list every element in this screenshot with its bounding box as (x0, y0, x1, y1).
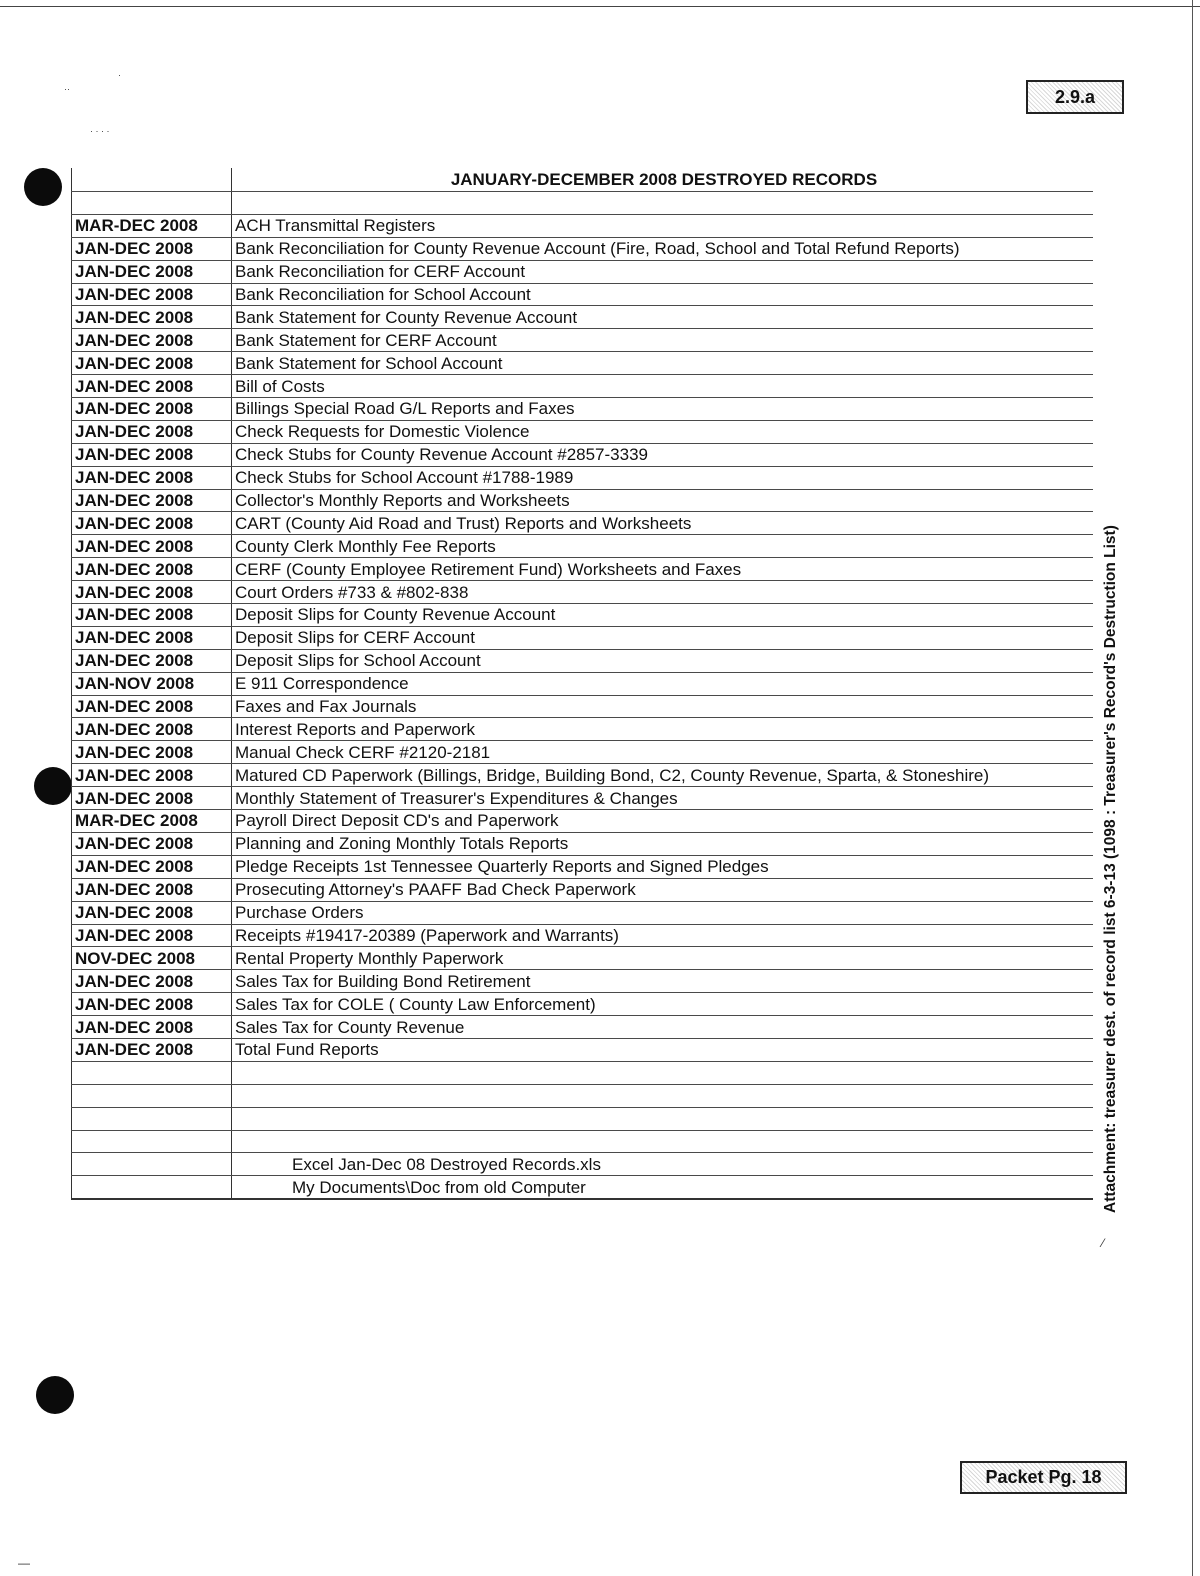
record-period: JAN-DEC 2008 (72, 970, 232, 993)
table-row (72, 626, 1094, 649)
record-description: Payroll Direct Deposit CD's and Paperwork (232, 810, 1094, 833)
punch-hole (36, 1376, 74, 1414)
record-period: JAN-DEC 2008 (72, 512, 232, 535)
blank-row (72, 1130, 1094, 1153)
record-description: Bank Statement for CERF Account (232, 329, 1094, 352)
record-description: My Documents\Doc from old Computer (232, 1176, 1094, 1199)
table-row (72, 970, 1094, 993)
blank-row (72, 1084, 1094, 1107)
record-description: Bank Reconciliation for CERF Account (232, 260, 1094, 283)
table-row (72, 306, 1094, 329)
record-period: JAN-NOV 2008 (72, 672, 232, 695)
table-row (72, 947, 1094, 970)
record-period: JAN-DEC 2008 (72, 878, 232, 901)
record-description: Check Stubs for School Account #1788-1989 (232, 466, 1094, 489)
record-period: JAN-DEC 2008 (72, 604, 232, 627)
table-row (72, 558, 1094, 581)
record-period: JAN-DEC 2008 (72, 443, 232, 466)
table-row (72, 214, 1094, 237)
scan-speck: — (18, 1556, 30, 1570)
table-row (72, 901, 1094, 924)
blank-row (72, 192, 1094, 215)
record-description: Bill of Costs (232, 375, 1094, 398)
record-period: JAN-DEC 2008 (72, 718, 232, 741)
record-period: JAN-DEC 2008 (72, 1016, 232, 1039)
table-title-row (72, 168, 1094, 192)
table-row (72, 604, 1094, 627)
table-row (72, 878, 1094, 901)
table-row (72, 832, 1094, 855)
table-row (72, 649, 1094, 672)
record-description: Manual Check CERF #2120-2181 (232, 741, 1094, 764)
record-description: Receipts #19417-20389 (Paperwork and Warrants) (232, 924, 1094, 947)
agenda-item-tag (1026, 80, 1124, 114)
packet-page-label (960, 1461, 1127, 1494)
record-description: Rental Property Monthly Paperwork (232, 947, 1094, 970)
record-description: Deposit Slips for CERF Account (232, 626, 1094, 649)
record-description: Excel Jan-Dec 08 Destroyed Records.xls (232, 1153, 1094, 1176)
record-description: Total Fund Reports (232, 1038, 1094, 1061)
table-row (72, 489, 1094, 512)
table-row (72, 924, 1094, 947)
record-period: JAN-DEC 2008 (72, 1038, 232, 1061)
record-period: JAN-DEC 2008 (72, 741, 232, 764)
record-period: JAN-DEC 2008 (72, 398, 232, 421)
record-period (72, 1130, 232, 1153)
table-row (72, 398, 1094, 421)
record-period: JAN-DEC 2008 (72, 901, 232, 924)
table-row (72, 581, 1094, 604)
record-period (72, 1107, 232, 1130)
table-row (72, 1038, 1094, 1061)
record-period: JAN-DEC 2008 (72, 283, 232, 306)
record-period: JAN-DEC 2008 (72, 649, 232, 672)
table-row (72, 695, 1094, 718)
table-row (72, 283, 1094, 306)
record-period: JAN-DEC 2008 (72, 237, 232, 260)
table-row (72, 672, 1094, 695)
record-description: Collector's Monthly Reports and Worksheets (232, 489, 1094, 512)
record-period (72, 1084, 232, 1107)
record-period: JAN-DEC 2008 (72, 581, 232, 604)
table-row (72, 420, 1094, 443)
record-period: JAN-DEC 2008 (72, 329, 232, 352)
record-description: Bank Reconciliation for School Account (232, 283, 1094, 306)
record-description: Deposit Slips for School Account (232, 649, 1094, 672)
record-period: JAN-DEC 2008 (72, 993, 232, 1016)
record-description (232, 1061, 1094, 1084)
record-period: JAN-DEC 2008 (72, 306, 232, 329)
table-row (72, 741, 1094, 764)
record-period: JAN-DEC 2008 (72, 260, 232, 283)
table-row (72, 443, 1094, 466)
punch-hole (34, 767, 72, 805)
record-description: Purchase Orders (232, 901, 1094, 924)
packet-page-text: Packet Pg. 18 (985, 1467, 1102, 1487)
record-description: Bank Reconciliation for County Revenue Account (Fire, Road, School and Total Refund Reports) (232, 237, 1094, 260)
record-period: JAN-DEC 2008 (72, 855, 232, 878)
record-period: JAN-DEC 2008 (72, 924, 232, 947)
record-description: Sales Tax for Building Bond Retirement (232, 970, 1094, 993)
record-period: JAN-DEC 2008 (72, 375, 232, 398)
record-description: CART (County Aid Road and Trust) Reports and Worksheets (232, 512, 1094, 535)
record-period: JAN-DEC 2008 (72, 535, 232, 558)
table-row (72, 375, 1094, 398)
record-description: Prosecuting Attorney's PAAFF Bad Check Paperwork (232, 878, 1094, 901)
record-period: JAN-DEC 2008 (72, 695, 232, 718)
table-row (72, 718, 1094, 741)
page-top-edge (0, 6, 1200, 7)
record-description: Sales Tax for COLE ( County Law Enforcement) (232, 993, 1094, 1016)
table-row (72, 993, 1094, 1016)
agenda-item-tag-text: 2.9.a (1054, 86, 1096, 107)
record-period: JAN-DEC 2008 (72, 352, 232, 375)
file-path-row (72, 1153, 1094, 1176)
scan-speck: · · · · (90, 126, 110, 136)
file-path-row (72, 1176, 1094, 1199)
record-description: Court Orders #733 & #802-838 (232, 581, 1094, 604)
record-description: Interest Reports and Paperwork (232, 718, 1094, 741)
table-row (72, 329, 1094, 352)
record-period: JAN-DEC 2008 (72, 832, 232, 855)
table-title: JANUARY-DECEMBER 2008 DESTROYED RECORDS (232, 168, 1094, 192)
table-row (72, 1016, 1094, 1039)
record-description: Bank Statement for School Account (232, 352, 1094, 375)
record-description (232, 1107, 1094, 1130)
record-description: Bank Statement for County Revenue Account (232, 306, 1094, 329)
title-row-date-cell (72, 168, 232, 192)
scan-speck: ·· (64, 84, 70, 94)
record-period: JAN-DEC 2008 (72, 466, 232, 489)
record-description: Check Stubs for County Revenue Account #2857-3339 (232, 443, 1094, 466)
record-period: MAR-DEC 2008 (72, 810, 232, 833)
punch-hole (24, 168, 62, 206)
record-period: MAR-DEC 2008 (72, 214, 232, 237)
record-description: ACH Transmittal Registers (232, 214, 1094, 237)
table-row (72, 535, 1094, 558)
record-description: Monthly Statement of Treasurer's Expenditures & Changes (232, 787, 1094, 810)
record-description (232, 1130, 1094, 1153)
blank-row (72, 1061, 1094, 1084)
table-row (72, 260, 1094, 283)
record-description: CERF (County Employee Retirement Fund) Worksheets and Faxes (232, 558, 1094, 581)
record-description: Matured CD Paperwork (Billings, Bridge, Building Bond, C2, County Revenue, Sparta, & Stoneshire) (232, 764, 1094, 787)
record-description: County Clerk Monthly Fee Reports (232, 535, 1094, 558)
record-description: Deposit Slips for County Revenue Account (232, 604, 1094, 627)
record-period: NOV-DEC 2008 (72, 947, 232, 970)
table-row (72, 352, 1094, 375)
destroyed-records-table (71, 168, 1093, 1200)
table-row (72, 855, 1094, 878)
records-table-body (72, 168, 1094, 1199)
table-row (72, 512, 1094, 535)
scan-speck: · (118, 70, 121, 80)
record-description: Pledge Receipts 1st Tennessee Quarterly Reports and Signed Pledges (232, 855, 1094, 878)
record-description: Sales Tax for County Revenue (232, 1016, 1094, 1039)
attachment-side-caption: Attachment: treasurer dest. of record list 6-3-13 (1098 : Treasurer's Record's Destruction List) (1102, 525, 1119, 1213)
record-period: JAN-DEC 2008 (72, 764, 232, 787)
record-period: JAN-DEC 2008 (72, 558, 232, 581)
record-description: Planning and Zoning Monthly Totals Reports (232, 832, 1094, 855)
blank-date-cell (72, 192, 232, 215)
record-period (72, 1153, 232, 1176)
record-period: JAN-DEC 2008 (72, 787, 232, 810)
record-period (72, 1061, 232, 1084)
record-description (232, 1084, 1094, 1107)
record-description: Check Requests for Domestic Violence (232, 420, 1094, 443)
blank-desc-cell (232, 192, 1094, 215)
table-row (72, 810, 1094, 833)
table-row (72, 787, 1094, 810)
scan-speck: ⁄ (1102, 1236, 1105, 1250)
record-description: Faxes and Fax Journals (232, 695, 1094, 718)
table-row (72, 237, 1094, 260)
record-period: JAN-DEC 2008 (72, 489, 232, 512)
record-period: JAN-DEC 2008 (72, 420, 232, 443)
table-row (72, 466, 1094, 489)
record-period: JAN-DEC 2008 (72, 626, 232, 649)
record-description: Billings Special Road G/L Reports and Faxes (232, 398, 1094, 421)
page-right-edge (1192, 0, 1193, 1576)
table-row (72, 764, 1094, 787)
record-description: E 911 Correspondence (232, 672, 1094, 695)
record-period (72, 1176, 232, 1199)
blank-row (72, 1107, 1094, 1130)
